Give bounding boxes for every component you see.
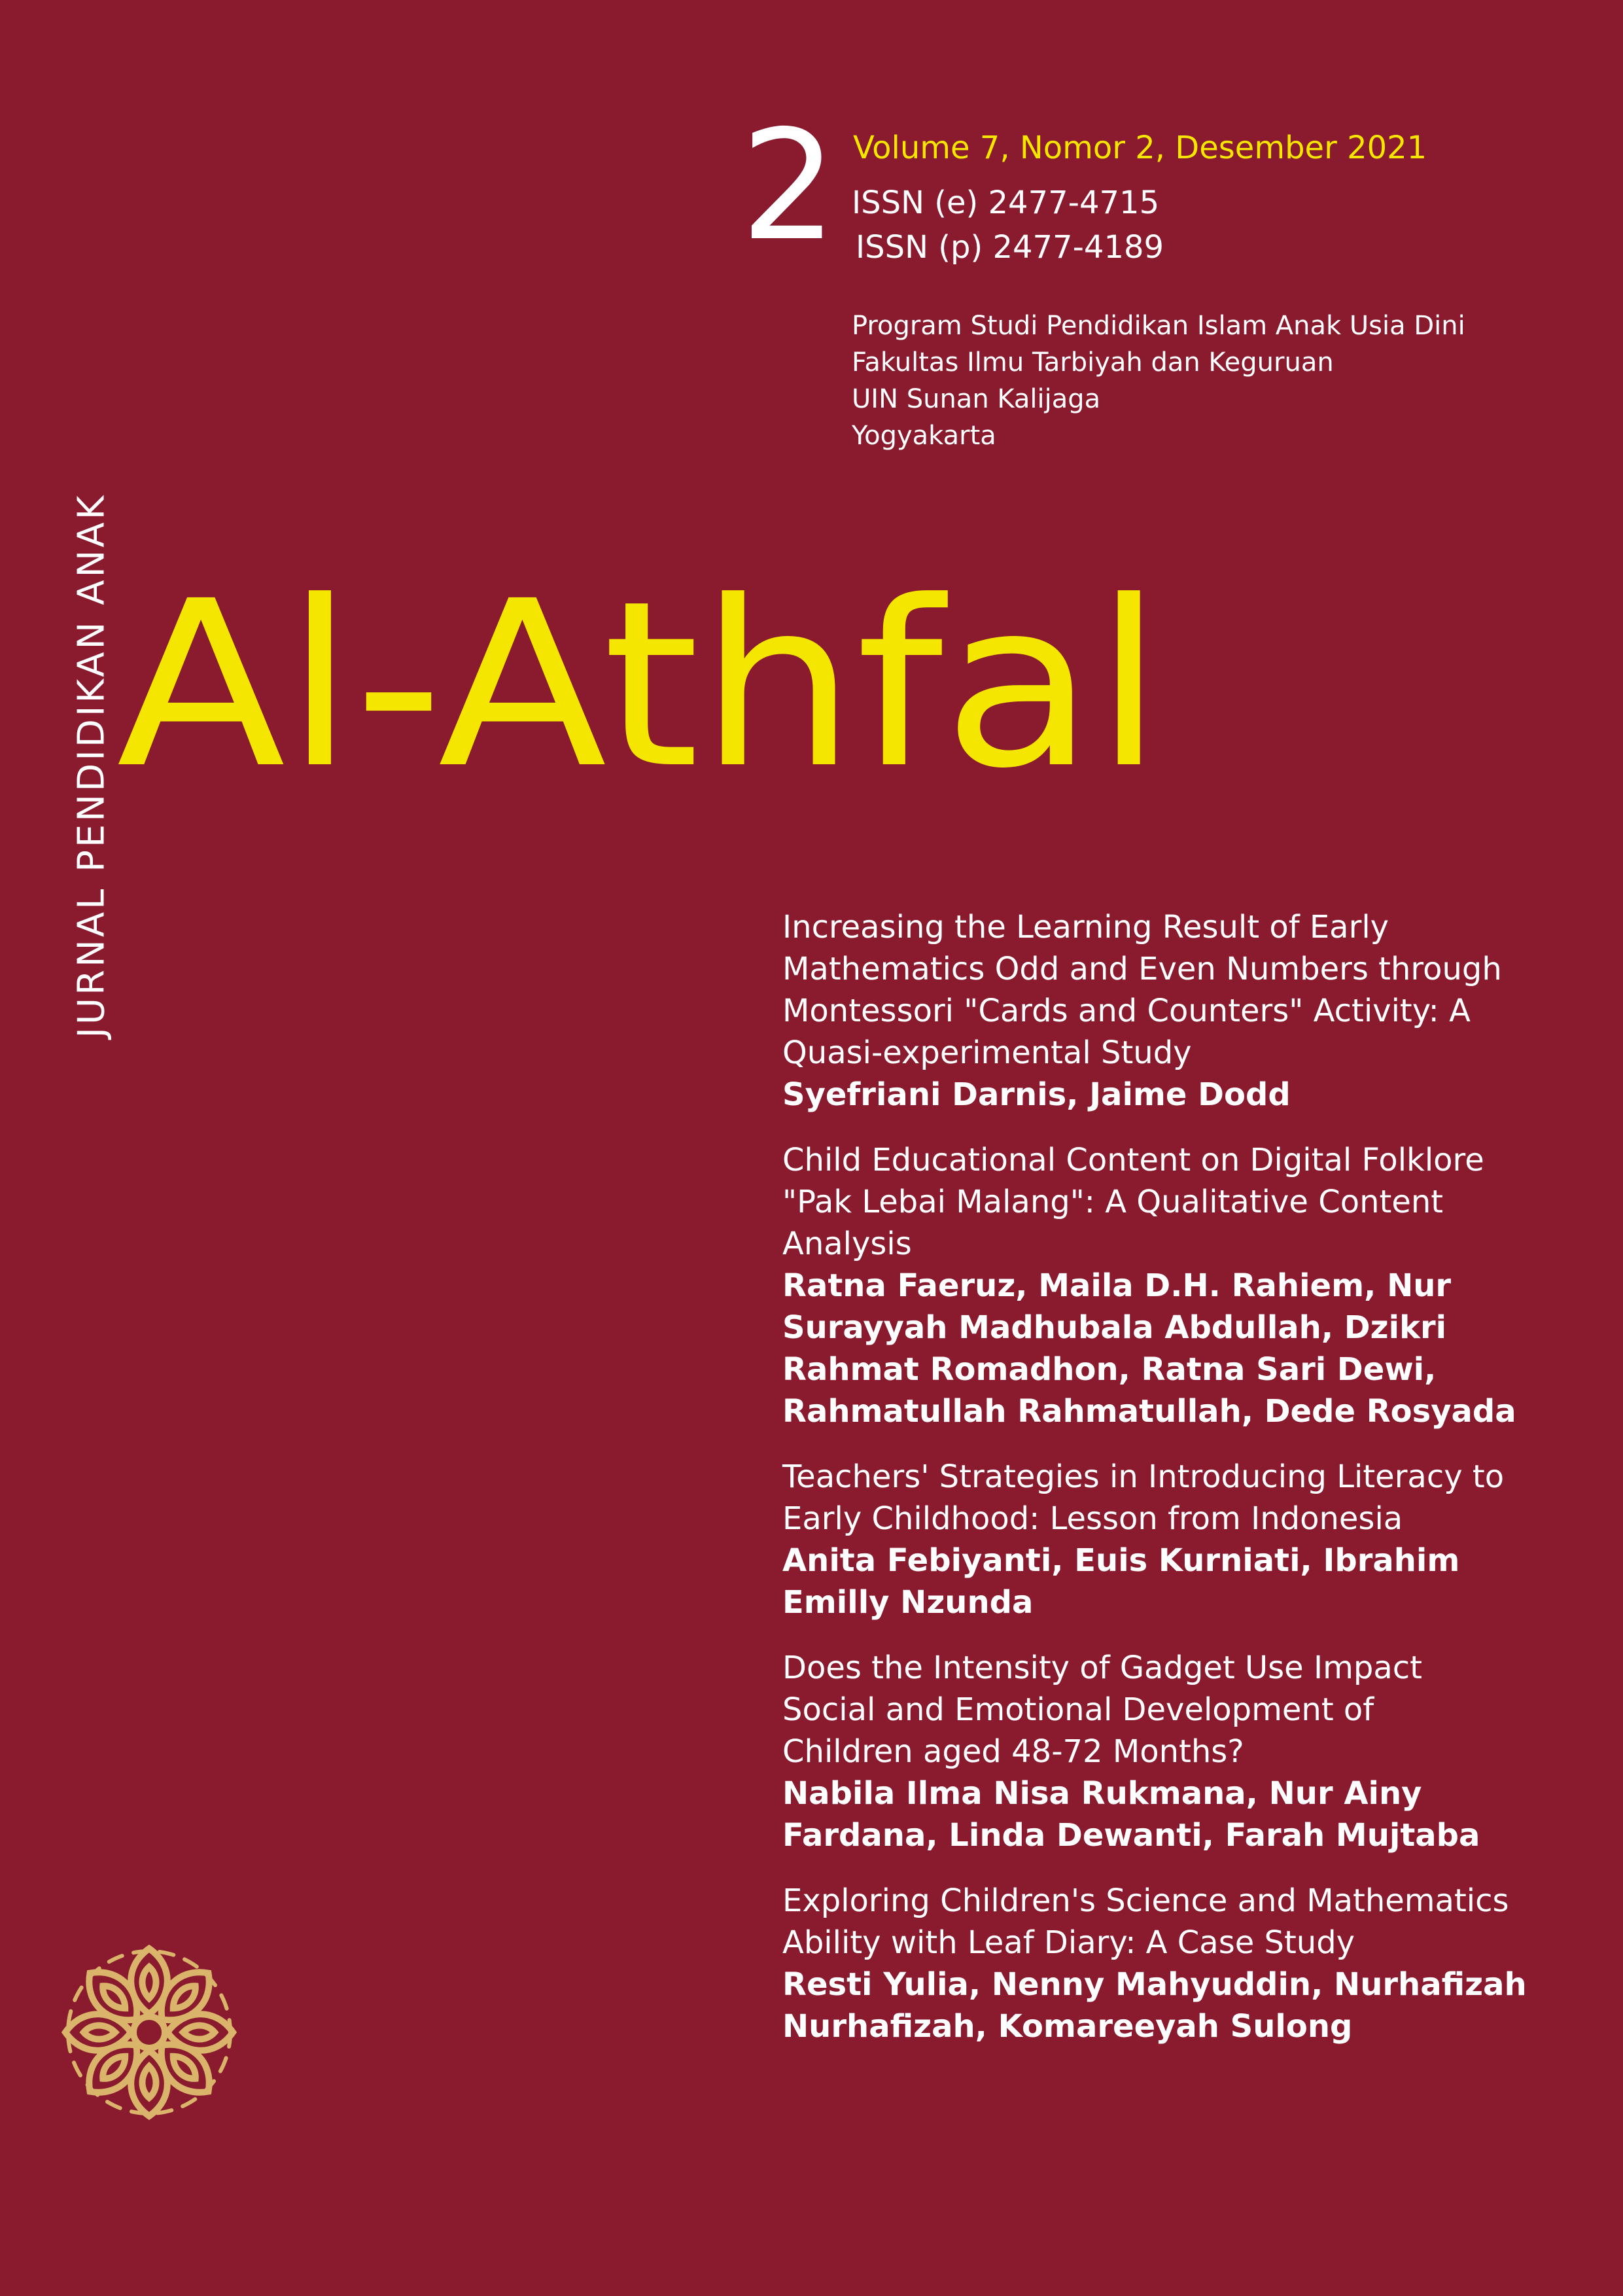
- article-entry: [782, 1139, 1528, 1432]
- table-of-contents: [782, 906, 1528, 2071]
- article-title: Child Educational Content on Digital Folklore "Pak Lebai Malang": A Qualitative Content Analysis: [782, 1142, 1484, 1262]
- institution-line-city: Yogyakarta: [852, 421, 996, 451]
- article-entry: [782, 1880, 1528, 2047]
- article-authors: Resti Yulia, Nenny Mahyuddin, Nurhafizah Nurhafizah, Komareeyah Sulong: [782, 1966, 1527, 2045]
- institution-line-university: UIN Sunan Kalijaga: [852, 384, 1101, 414]
- floral-rosette-icon: [58, 1941, 241, 2124]
- article-title: Does the Intensity of Gadget Use Impact Social and Emotional Development of Children aged 48-72 Months?: [782, 1650, 1422, 1770]
- journal-title-text: Al-Athfal: [116, 552, 1163, 818]
- article-authors: Syefriani Darnis, Jaime Dodd: [782, 1076, 1291, 1113]
- article-authors: Anita Febiyanti, Euis Kurniati, Ibrahim Emilly Nzunda: [782, 1542, 1460, 1621]
- institution-line-faculty: Fakultas Ilmu Tarbiyah dan Keguruan: [852, 347, 1334, 378]
- article-entry: [782, 906, 1528, 1116]
- issn-print: ISSN (p) 2477-4189: [856, 229, 1164, 266]
- journal-title: [0, 543, 1243, 818]
- article-authors: Ratna Faeruz, Maila D.H. Rahiem, Nur Surayyah Madhubala Abdullah, Dzikri Rahmat Romadhon, Ratna Sari Dewi, Rahmatullah Rahmatullah, Dede Rosyada: [782, 1267, 1516, 1430]
- article-title: Teachers' Strategies in Introducing Literacy to Early Childhood: Lesson from Indonesia: [782, 1458, 1505, 1537]
- article-entry: [782, 1456, 1528, 1623]
- institution-block: [852, 308, 1465, 454]
- issn-electronic: ISSN (e) 2477-4715: [852, 185, 1160, 221]
- issue-number: 2: [741, 97, 837, 274]
- institution-line-program: Program Studi Pendidikan Islam Anak Usia Dini: [852, 311, 1465, 341]
- series-label-text: JURNAL PENDIDIKAN ANAK: [70, 493, 113, 1038]
- article-title: Exploring Children's Science and Mathematics Ability with Leaf Diary: A Case Study: [782, 1882, 1509, 1961]
- article-entry: [782, 1647, 1528, 1856]
- article-title: Increasing the Learning Result of Early Mathematics Odd and Even Numbers through Montessori "Cards and Counters" Activity: A Quasi-experimental Study: [782, 909, 1502, 1071]
- article-authors: Nabila Ilma Nisa Rukmana, Nur Ainy Fardana, Linda Dewanti, Farah Mujtaba: [782, 1775, 1480, 1854]
- volume-line: Volume 7, Nomor 2, Desember 2021: [853, 130, 1427, 166]
